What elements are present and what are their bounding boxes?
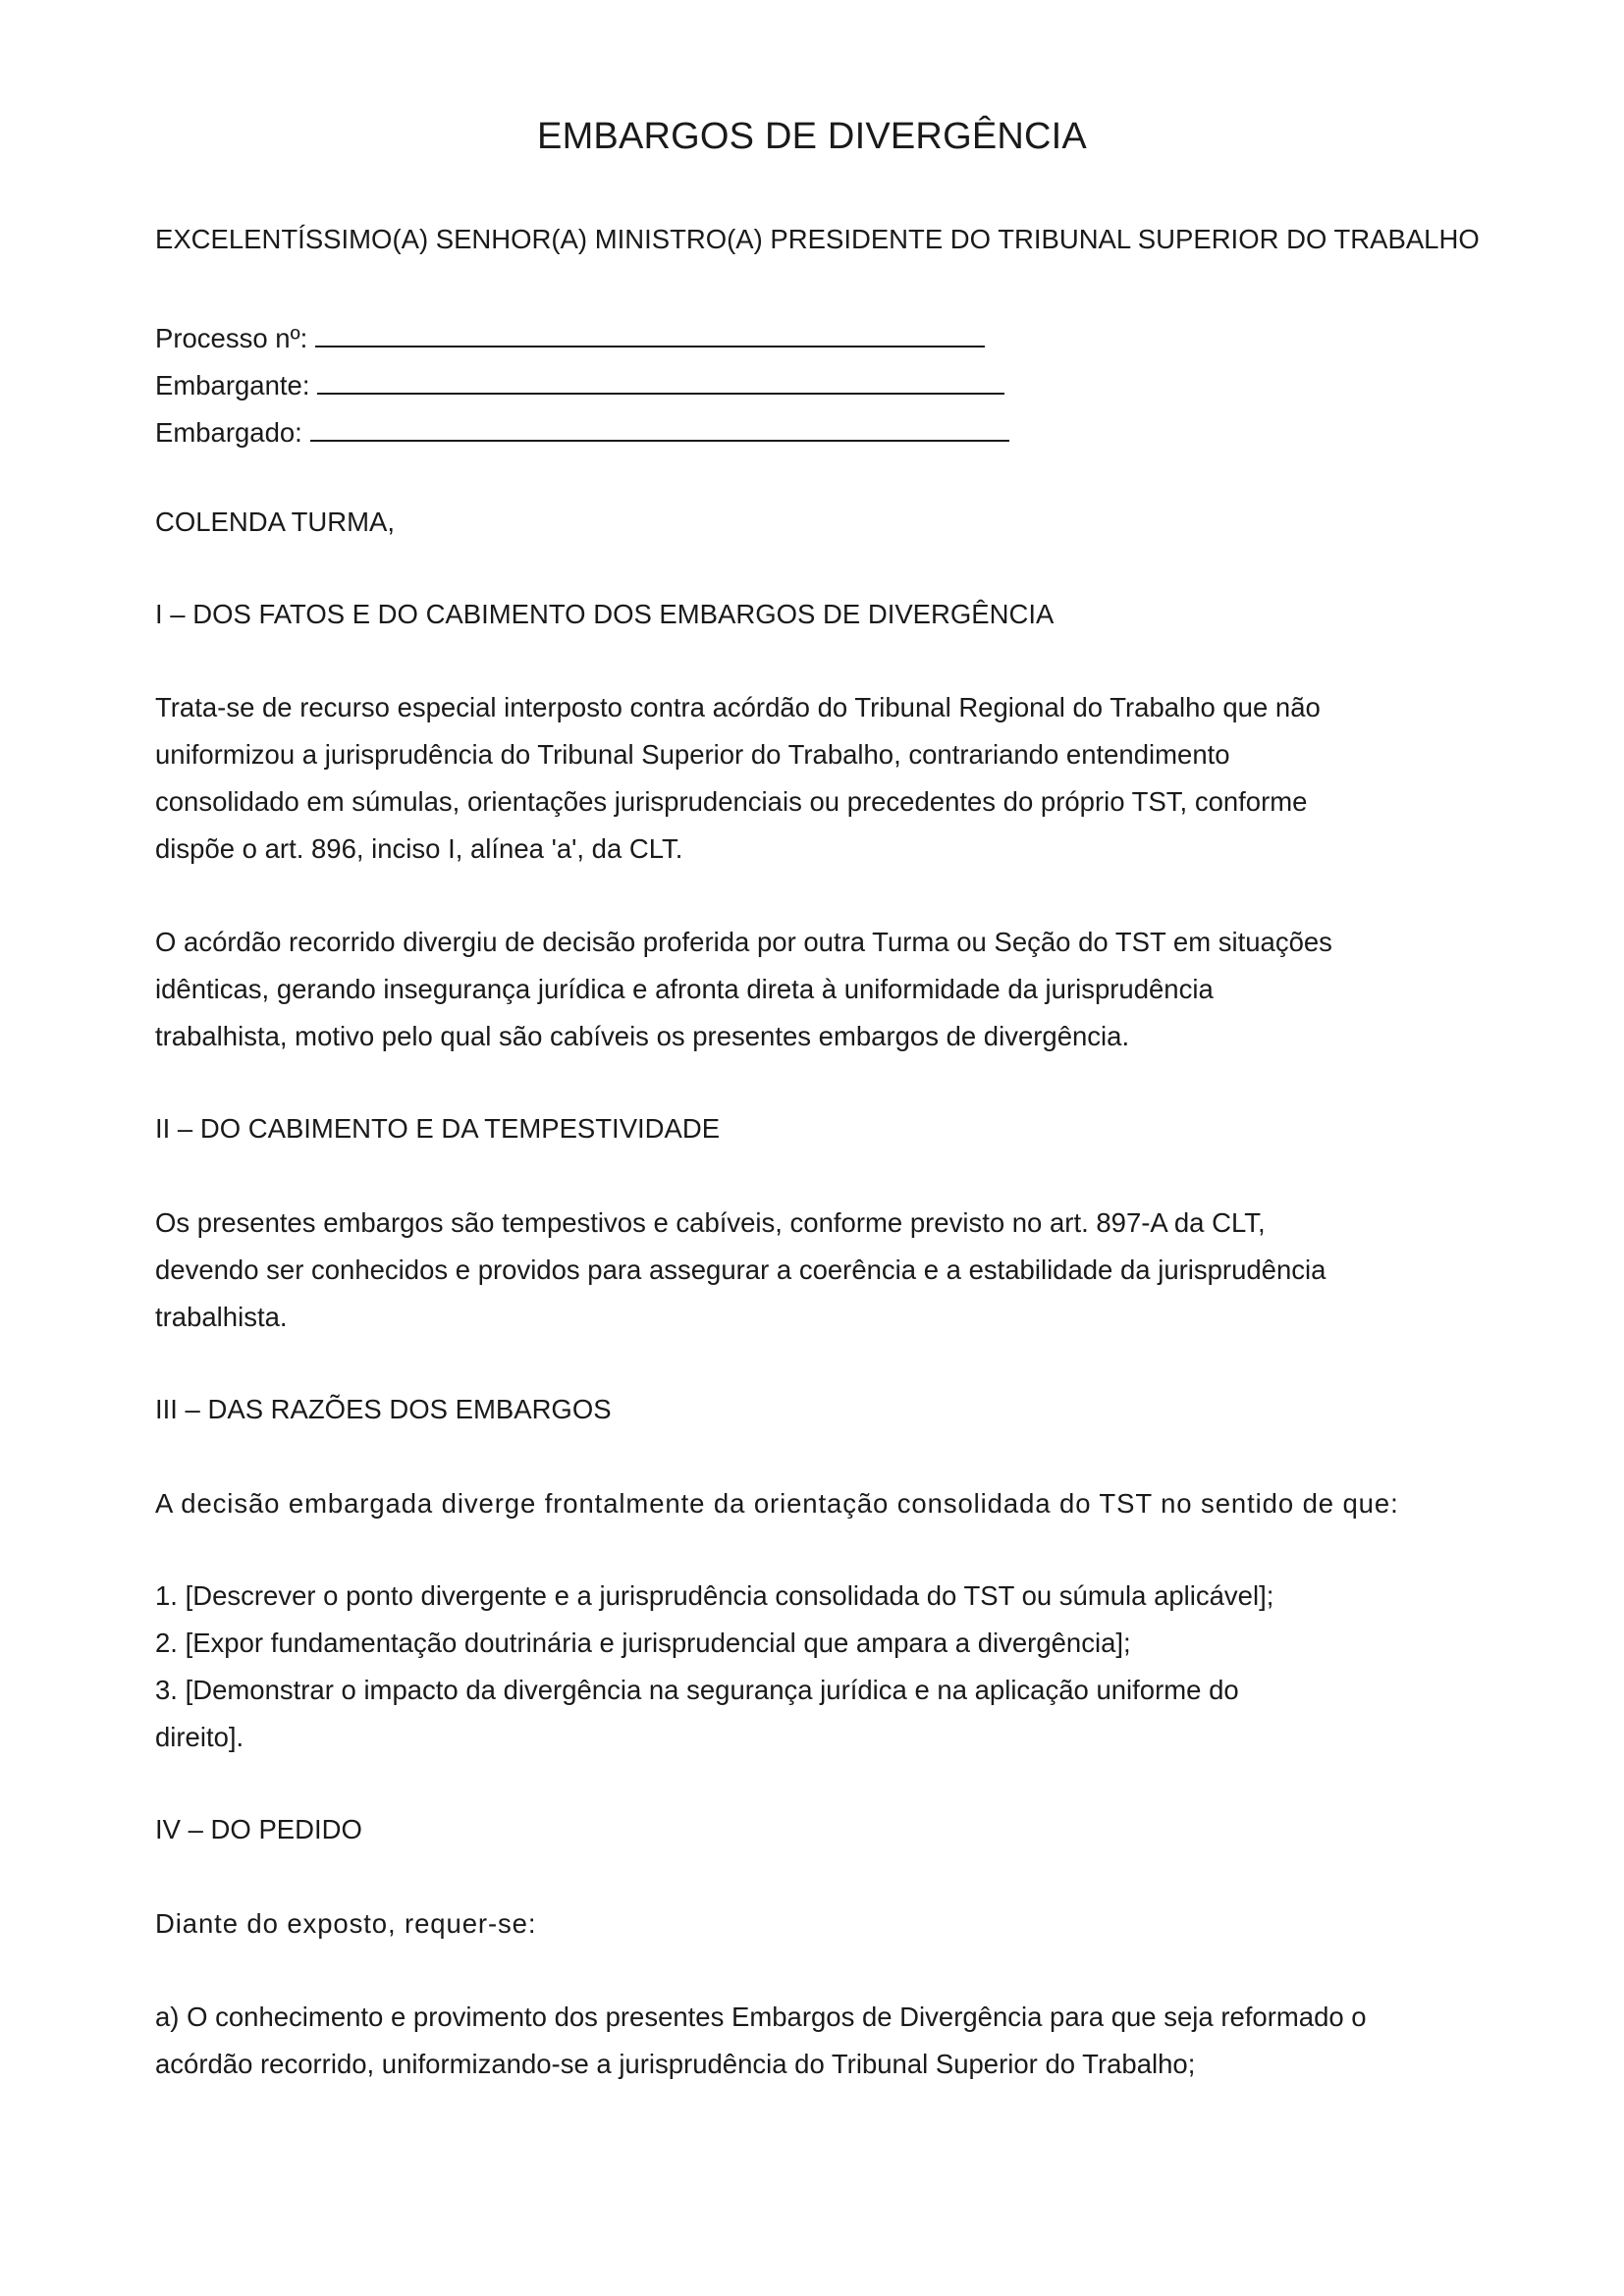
section2-p1-line: devendo ser conhecidos e providos para assegurar a coerência e a estabilidade da jurisprudência [155,1255,1326,1285]
section1-p1-line: Trata-se de recurso especial interposto contra acórdão do Tribunal Regional do Trabalho que não [155,692,1321,722]
field-embargante [155,367,1004,400]
section2-p1-line: Os presentes embargos são tempestivos e cabíveis, conforme previsto no art. 897-A da CLT, [155,1207,1266,1238]
salutation: COLENDA TURMA, [155,507,395,537]
document-page [155,0,1549,2296]
section1-p2-line: trabalhista, motivo pelo qual são cabíveis os presentes embargos de divergência. [155,1021,1130,1051]
section4-item-a-line: a) O conhecimento e provimento dos presentes Embargos de Divergência para que seja reformado o [155,2002,1367,2032]
section1-heading: I – DOS FATOS E DO CABIMENTO DOS EMBARGOS DE DIVERGÊNCIA [155,599,1055,629]
section4-item-a-line: acórdão recorrido, uniformizando-se a jurisprudência do Tribunal Superior do Trabalho; [155,2049,1196,2079]
section3-item: direito]. [155,1722,244,1752]
section3-item: 2. [Expor fundamentação doutrinária e jurisprudencial que ampara a divergência]; [155,1628,1131,1658]
processo-blank-line [315,320,985,347]
section4-intro: Diante do exposto, requer-se: [155,1908,537,1939]
section3-intro: A decisão embargada diverge frontalmente da orientação consolidada do TST no sentido de que: [155,1488,1399,1519]
embargante-blank-line [317,367,1004,395]
embargado-blank-line [310,414,1009,442]
addressee: EXCELENTÍSSIMO(A) SENHOR(A) MINISTRO(A) PRESIDENTE DO TRIBUNAL SUPERIOR DO TRABALHO [155,224,1480,254]
section3-item: 1. [Descrever o ponto divergente e a jurisprudência consolidada do TST ou súmula aplicável]; [155,1580,1274,1611]
section1-p1-line: dispõe o art. 896, inciso I, alínea 'a', da CLT. [155,833,683,864]
section1-p2-line: O acórdão recorrido divergiu de decisão proferida por outra Turma ou Seção do TST em situações [155,927,1332,957]
section4-heading: IV – DO PEDIDO [155,1814,362,1844]
embargante-label: Embargante: [155,370,310,400]
processo-label: Processo nº: [155,323,308,353]
section1-p1-line: uniformizou a jurisprudência do Tribunal Superior do Trabalho, contrariando entendimento [155,739,1230,770]
section1-p1-line: consolidado em súmulas, orientações jurisprudenciais ou precedentes do próprio TST, conforme [155,786,1308,817]
section1-p2-line: idênticas, gerando insegurança jurídica e afronta direta à uniformidade da jurisprudência [155,974,1214,1004]
section3-item: 3. [Demonstrar o impacto da divergência na segurança jurídica e na aplicação uniforme do [155,1675,1239,1705]
field-embargado [155,414,1009,447]
embargado-label: Embargado: [155,417,302,448]
field-processo [155,320,985,352]
document-title: EMBARGOS DE DIVERGÊNCIA [537,116,1087,157]
section2-heading: II – DO CABIMENTO E DA TEMPESTIVIDADE [155,1113,721,1144]
section2-p1-line: trabalhista. [155,1302,288,1332]
section3-heading: III – DAS RAZÕES DOS EMBARGOS [155,1394,612,1424]
